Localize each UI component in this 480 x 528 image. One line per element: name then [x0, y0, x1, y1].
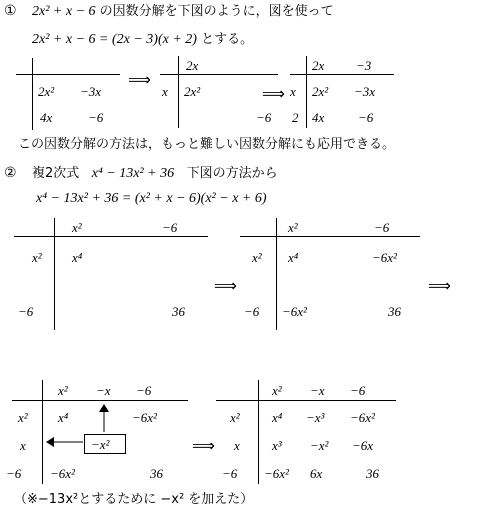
item2-result: [36, 190, 267, 207]
grid1a-r2c2: −6: [88, 110, 104, 125]
arrow-4: ⟹: [428, 276, 451, 295]
grid2c-side1: x²: [18, 410, 28, 425]
grid1c-r2c2: −6: [358, 110, 374, 125]
item2-intro-math: x⁴ − 13x² + 36: [91, 166, 175, 181]
grid2d-r3c2: 6x: [310, 466, 323, 481]
grid1a-r2c1: 4x: [40, 110, 53, 125]
grid2b-br: 36: [388, 304, 401, 319]
grid1b-r1: 2x²: [184, 84, 201, 99]
grid2a-br: 36: [172, 304, 185, 319]
grid2c-top3: −6: [136, 383, 152, 398]
grid2b-vline: [276, 218, 277, 330]
grid2d-r2c2: −x²: [310, 438, 329, 453]
grid2a-hline: [14, 236, 208, 237]
grid2d-side2: x: [234, 438, 240, 453]
grid2c-box-value: −x²: [91, 437, 110, 452]
grid1c-vline: [306, 56, 307, 128]
item2-intro: [32, 165, 278, 182]
grid2d-side3: −6: [222, 466, 238, 481]
grid1a-r1c2: −3x: [80, 84, 102, 99]
arrow-left-icon: [46, 436, 84, 448]
item2-result-math: x⁴ − 13x² + 36 = (x² + x − 6)(x² − x + 6): [36, 191, 267, 206]
grid2b-top1: x²: [288, 220, 298, 235]
grid2d-r2c1: x³: [272, 438, 282, 453]
grid2a-tl: x⁴: [72, 250, 83, 265]
grid2d-r2c3: −6x: [352, 438, 374, 453]
grid1a-r1c1: 2x²: [38, 84, 55, 99]
grid2c-side3: −6: [6, 466, 22, 481]
grid2c-r1c1: x⁴: [58, 410, 69, 425]
grid2b-side2: −6: [244, 304, 260, 319]
grid1c-top2: −3: [356, 58, 372, 73]
grid2a-vline: [54, 218, 55, 330]
grid2c-top2: −x: [96, 383, 111, 398]
grid2c-box: [84, 434, 126, 454]
grid1b-vline: [178, 56, 179, 128]
grid2d-r1c2: −x³: [306, 410, 325, 425]
grid1b-top: 2x: [186, 58, 199, 73]
grid2d-vline: [258, 380, 259, 484]
item1-marker: ①: [4, 3, 17, 19]
arrow-5: ⟹: [192, 436, 215, 455]
grid1b-r2: −6: [256, 110, 272, 125]
item2-note: （※−13x²とするために −x² を加えた）: [14, 492, 254, 507]
grid2c-r1c3: −6x²: [132, 410, 157, 425]
grid1b-side: x: [162, 84, 168, 99]
grid2d-side1: x²: [230, 410, 240, 425]
grid2b-tr: −6x²: [372, 250, 397, 265]
grid2d-r3c3: 36: [366, 466, 379, 481]
arrow-3: ⟹: [214, 276, 237, 295]
arrow-2: ⟹: [262, 84, 285, 103]
item1-line2-text: とする。: [196, 32, 254, 47]
grid2c-r3c1: −6x²: [50, 466, 75, 481]
grid2d-r3c1: −6x²: [264, 466, 289, 481]
grid2b-side1: x²: [252, 250, 262, 265]
grid2b-tl: x⁴: [288, 250, 299, 265]
item1-line1-text: の因数分解を下図のように，図を使って: [95, 4, 334, 19]
grid2d-top2: −x: [310, 383, 325, 398]
item1-summary: この因数分解の方法は，もっと難しい因数分解にも応用できる。: [18, 137, 396, 152]
arrow-up-icon: [98, 404, 110, 434]
grid2c-vline: [42, 380, 43, 484]
grid2d-r1c3: −6x²: [350, 410, 375, 425]
grid1c-side2: 2: [292, 110, 299, 125]
item2-marker: ②: [4, 165, 17, 181]
grid2b-hline: [240, 236, 420, 237]
grid2c-top1: x²: [58, 383, 68, 398]
grid2c-side2: x: [20, 438, 26, 453]
grid1c-side1: x: [290, 84, 296, 99]
grid2a-side1: x²: [32, 250, 42, 265]
grid2a-side2: −6: [18, 304, 34, 319]
grid1c-top1: 2x: [312, 58, 325, 73]
item2-intro-tail: 下図の方法から: [186, 166, 278, 181]
grid2a-top2: −6: [162, 220, 178, 235]
grid1c-r2c1: 4x: [312, 110, 325, 125]
grid2b-bl: −6x²: [282, 304, 307, 319]
item1-line2: [32, 31, 253, 48]
grid2b-top2: −6: [374, 220, 390, 235]
item1-line2-math: 2x² + x − 6 = (2x − 3)(x + 2): [32, 32, 197, 47]
grid2d-r1c1: x⁴: [272, 410, 283, 425]
grid2c-r3c3: 36: [150, 466, 163, 481]
grid2a-top1: x²: [72, 220, 82, 235]
grid2d-top3: −6: [350, 383, 366, 398]
arrow-1: ⟹: [128, 70, 151, 89]
grid1c-r1c2: −3x: [354, 84, 376, 99]
grid1c-r1c1: 2x²: [312, 84, 329, 99]
grid2c-hline: [12, 400, 188, 401]
item2-intro-text: 複2次式: [32, 166, 80, 181]
grid1a-vline: [32, 58, 33, 130]
grid2d-hline: [216, 400, 396, 401]
item1-line1-math: 2x² + x − 6: [32, 4, 96, 19]
grid2d-top1: x²: [272, 383, 282, 398]
item1-line1: [32, 3, 334, 20]
